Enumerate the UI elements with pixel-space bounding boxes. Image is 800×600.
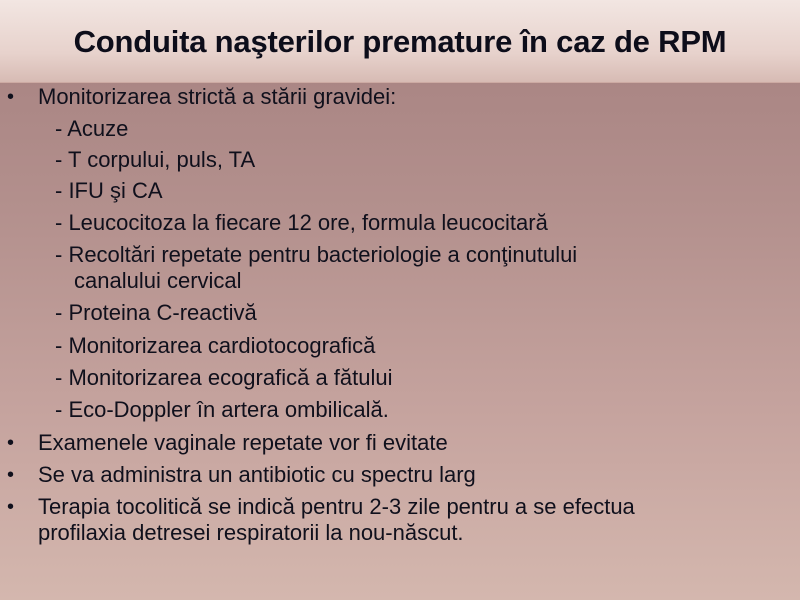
bullet-icon: • bbox=[7, 432, 15, 454]
bullet-icon: • bbox=[7, 496, 15, 518]
bullet-icon: • bbox=[7, 86, 15, 108]
bullet-icon: • bbox=[7, 464, 15, 486]
slide-title: Conduita naşterilor premature în caz de RPM bbox=[73, 24, 727, 59]
title-bar bbox=[0, 0, 800, 83]
